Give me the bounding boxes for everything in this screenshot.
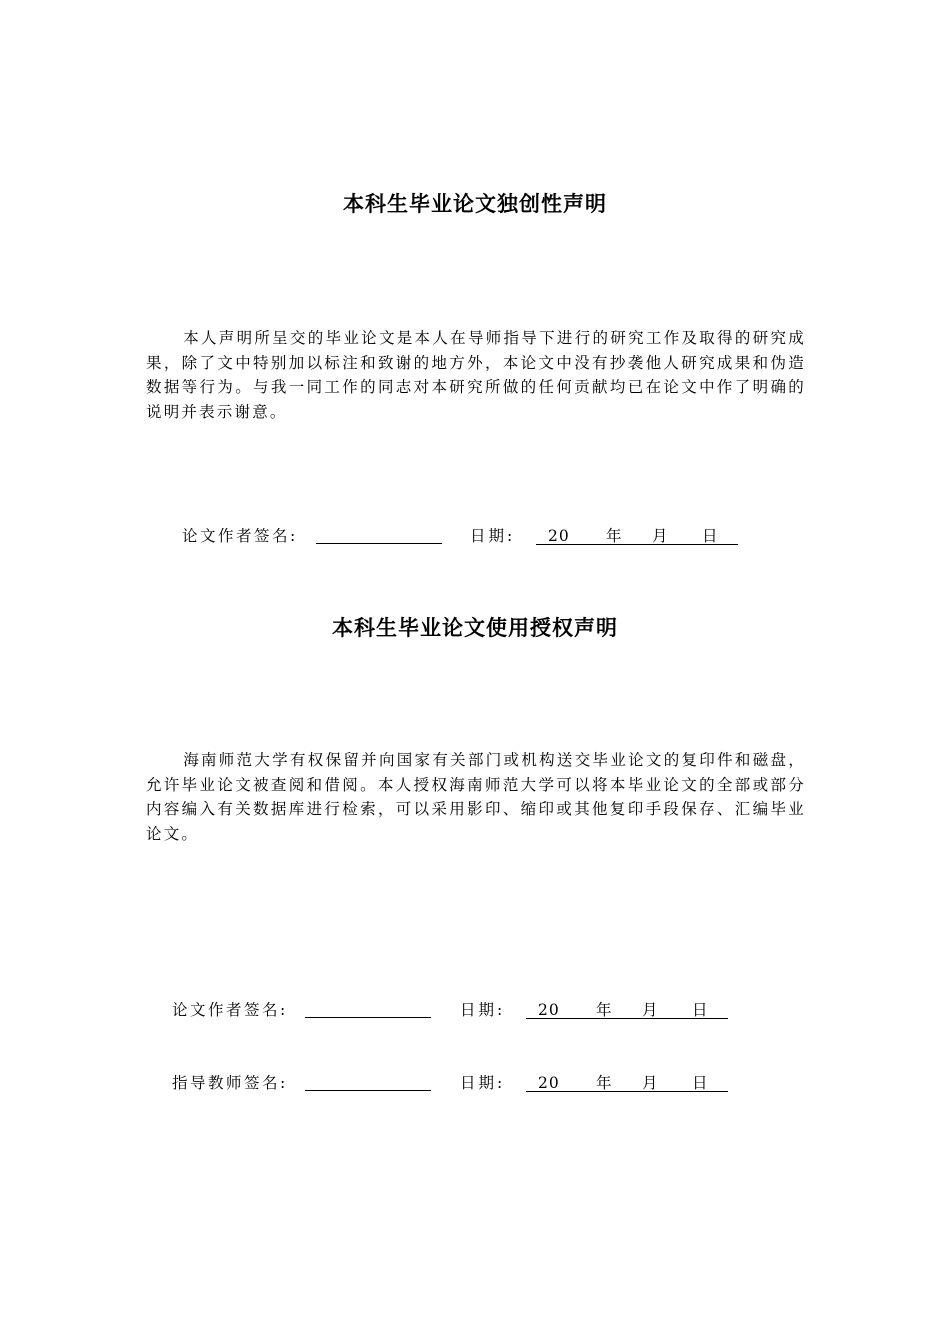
date-year-prefix: 20	[538, 1001, 560, 1019]
date-year-unit: 年	[596, 1074, 612, 1092]
author-signature-line[interactable]	[316, 543, 442, 544]
date-field[interactable]	[536, 524, 738, 545]
author-signature-label: 论文作者签名:	[182, 527, 298, 545]
authorization-declaration-title: 本科生毕业论文使用授权声明	[332, 616, 618, 640]
date-label: 日期:	[460, 1001, 506, 1019]
date-month-unit: 月	[642, 1001, 658, 1019]
date-year-prefix: 20	[538, 1074, 560, 1092]
date-day-unit: 日	[692, 1001, 708, 1019]
date-month-unit: 月	[652, 527, 668, 545]
date-day-unit: 日	[702, 527, 718, 545]
date-label: 日期:	[460, 1074, 506, 1092]
date-year-unit: 年	[596, 1001, 612, 1019]
date-year-unit: 年	[606, 527, 622, 545]
date-label: 日期:	[470, 527, 516, 545]
date-day-unit: 日	[692, 1074, 708, 1092]
advisor-signature-label: 指导教师签名:	[172, 1074, 288, 1092]
date-field[interactable]	[526, 1071, 728, 1092]
date-month-unit: 月	[642, 1074, 658, 1092]
author-signature-label: 论文作者签名:	[172, 1001, 288, 1019]
originality-declaration-title: 本科生毕业论文独创性声明	[343, 192, 607, 216]
authorization-declaration-body: 海南师范大学有权保留并向国家有关部门或机构送交毕业论文的复印件和磁盘，允许毕业论文被查阅和借阅。本人授权海南师范大学可以将本毕业论文的全部或部分内容编入有关数据库进行检索，可以采用影印、缩印或其他复印手段保存、汇编毕业论文。	[146, 751, 806, 843]
date-field[interactable]	[526, 998, 728, 1019]
originality-declaration-body: 本人声明所呈交的毕业论文是本人在导师指导下进行的研究工作及取得的研究成果，除了文中特别加以标注和致谢的地方外，本论文中没有抄袭他人研究成果和伪造数据等行为。与我一同工作的同志对本研究所做的任何贡献均已在论文中作了明确的说明并表示谢意。	[146, 329, 806, 421]
date-year-prefix: 20	[548, 527, 570, 545]
authorization-advisor-signature-row	[172, 1071, 752, 1095]
originality-signature-row	[182, 524, 762, 548]
authorization-author-signature-row	[172, 998, 752, 1022]
advisor-signature-line[interactable]	[305, 1090, 431, 1091]
author-signature-line[interactable]	[305, 1017, 431, 1018]
